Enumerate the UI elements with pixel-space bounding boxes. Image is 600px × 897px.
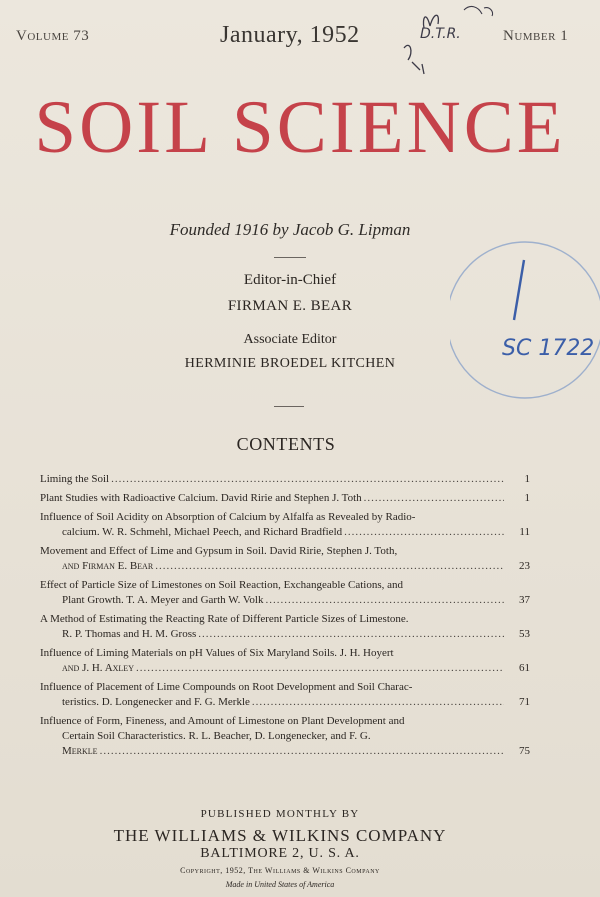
- toc-entry: [40, 646, 530, 676]
- toc-page: 11: [519, 526, 530, 538]
- toc-line: Influence of Form, Fineness, and Amount of Limestone on Plant Development and: [40, 715, 405, 727]
- handwritten-note-text: D.T.R.: [420, 26, 461, 42]
- editor-role: Editor-in-Chief: [243, 272, 337, 288]
- toc-page: 37: [519, 594, 530, 606]
- table-of-contents: [40, 472, 530, 763]
- toc-page: 61: [519, 662, 530, 674]
- issue-date: January, 1952: [220, 22, 360, 48]
- toc-line: Effect of Particle Size of Limestones on Soil Reaction, Exchangeable Cations, and: [40, 579, 403, 591]
- toc-line: Influence of Placement of Lime Compounds on Root Development and Soil Charac-: [40, 681, 413, 693]
- toc-page: 71: [519, 696, 530, 708]
- toc-entry: [40, 680, 530, 710]
- toc-page: 23: [519, 560, 530, 572]
- toc-line: Certain Soil Characteristics. R. L. Beacher, D. Longenecker, and F. G.: [62, 730, 371, 742]
- toc-page: 53: [519, 628, 530, 640]
- toc-entry: [40, 544, 530, 574]
- toc-line: Liming the Soil: [40, 473, 110, 485]
- toc-line: Influence of Liming Materials on pH Values of Six Maryland Soils. J. H. Hoyert: [40, 647, 394, 659]
- issue-number: Number 1: [503, 28, 569, 44]
- toc-entry: [40, 714, 530, 759]
- editor-name: FIRMAN E. BEAR: [227, 298, 353, 314]
- toc-line: Merkle: [62, 745, 98, 757]
- publisher-city: BALTIMORE 2, U. S. A.: [200, 846, 360, 861]
- toc-line: Plant Growth. T. A. Meyer and Garth W. Volk: [62, 594, 264, 606]
- toc-line: calcium. W. R. Schmehl, Michael Peech, and Richard Bradfield: [62, 526, 343, 538]
- stamp-number: SC 1722: [502, 336, 595, 361]
- associate-editor-name: HERMINIE BROEDEL KITCHEN: [184, 356, 396, 371]
- associate-editor-role: Associate Editor: [243, 332, 337, 347]
- toc-page: 1: [524, 473, 530, 485]
- publisher-name: THE WILLIAMS & WILKINS COMPANY: [113, 826, 447, 845]
- made-in-line: Made in United States of America: [225, 880, 335, 889]
- toc-line: Influence of Soil Acidity on Absorption of Calcium by Alfalfa as Revealed by Radio-: [40, 511, 416, 523]
- toc-entry: [40, 578, 530, 608]
- toc-page: 1: [524, 492, 530, 504]
- toc-entry: [40, 510, 530, 540]
- published-label: PUBLISHED MONTHLY BY: [200, 808, 360, 820]
- toc-line: Movement and Effect of Lime and Gypsum in Soil. David Ririe, Stephen J. Toth,: [40, 545, 398, 557]
- toc-line: and J. H. Axley: [62, 662, 134, 674]
- divider: [274, 257, 306, 258]
- handwritten-annotation: [394, 0, 504, 80]
- toc-line: Plant Studies with Radioactive Calcium. David Ririe and Stephen J. Toth: [40, 492, 362, 504]
- divider: [274, 406, 304, 407]
- toc-entry: [40, 491, 530, 506]
- volume-label: Volume 73: [16, 28, 90, 44]
- founded-line: Founded 1916 by Jacob G. Lipman: [169, 220, 411, 239]
- toc-line: and Firman E. Bear: [62, 560, 154, 572]
- copyright-line: Copyright, 1952, The Williams & Wilkins Company: [180, 866, 380, 875]
- toc-entry: [40, 472, 530, 487]
- contents-heading: CONTENTS: [236, 434, 336, 454]
- toc-entry: [40, 612, 530, 642]
- toc-line: teristics. D. Longenecker and F. G. Merkle: [62, 696, 250, 708]
- library-stamp: [450, 210, 600, 400]
- journal-title: SOIL SCIENCE: [34, 86, 566, 169]
- toc-line: A Method of Estimating the Reacting Rate of Different Particle Sizes of Limestone.: [40, 613, 409, 625]
- toc-line: R. P. Thomas and H. M. Gross: [62, 628, 197, 640]
- toc-page: 75: [519, 745, 530, 757]
